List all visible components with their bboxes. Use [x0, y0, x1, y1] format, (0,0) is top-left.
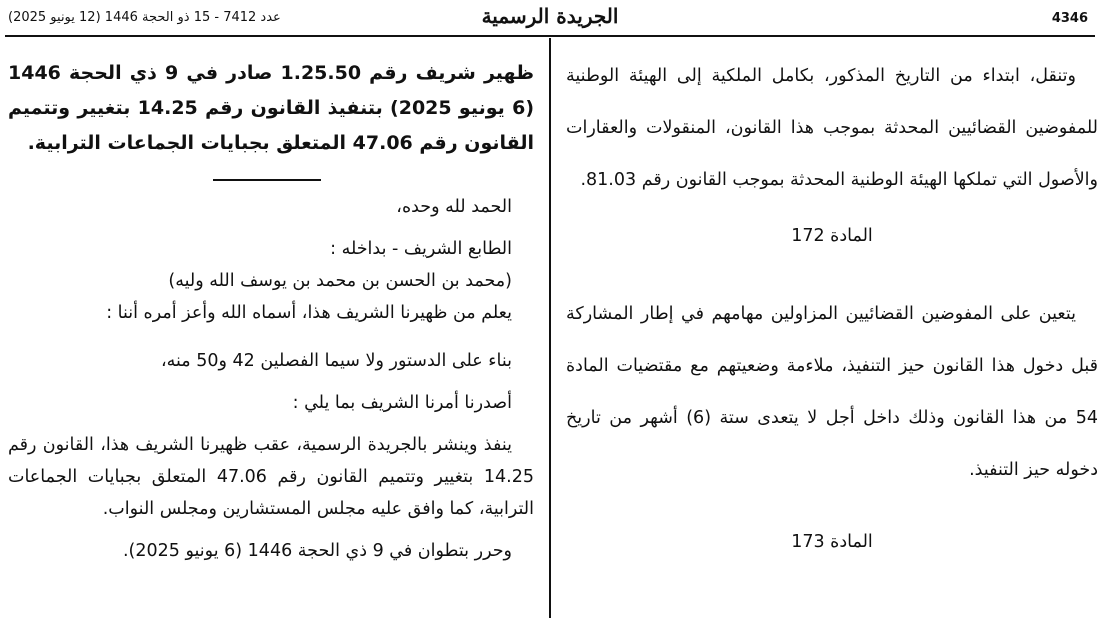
left-column	[8, 56, 534, 618]
title-rule	[213, 179, 321, 181]
transfer-paragraph: وتنقل، ابتداء من التاريخ المذكور، بكامل الملكية إلى الهيئة الوطنية للمفوضين القضائيين المحدثة بموجب هذا القانون، المنقولات والعقارات والأصول التي تملكها الهيئة الوطنية المحدثة بموجب القانون رقم 81.03.	[566, 66, 1098, 190]
dahir-title: ظهير شريف رقم 1.25.50 صادر في 9 ذي الحجة 1446 (6 يونيو 2025) بتنفيذ القانون رقم 14.25 بتغيير وتتميم القانون رقم 47.06 المتعلق بجبايات الجماعات الترابية.	[8, 62, 534, 154]
right-column	[566, 50, 1098, 618]
gazette-title: الجريدة الرسمية	[481, 4, 619, 28]
basis-line: بناء على الدستور ولا سيما الفصلين 42 و50 منه،	[161, 351, 512, 371]
announcement-line: يعلم من ظهيرنا الشريف هذا، أسماه الله وأعز أمره أننا :	[106, 303, 512, 323]
issue-info: عدد 7412 - 15 ذو الحجة 1446 (12 يونيو 2025)	[8, 10, 281, 25]
obligation-paragraph: يتعين على المفوضين القضائيين المزاولين مهامهم في إطار المشاركة قبل دخول هذا القانون حيز التنفيذ، ملاءمة وضعيتهم مع مقتضيات المادة 54 من هذا القانون وذلك داخل أجل لا يتعدى ستة (6) أشهر من تاريخ دخوله حيز التنفيذ.	[566, 304, 1098, 480]
signed-line: وحرر بتطوان في 9 ذي الحجة 1446 (6 يونيو 2025).	[122, 541, 512, 561]
body-paragraph: ينفذ وينشر بالجريدة الرسمية، عقب ظهيرنا الشريف هذا، القانون رقم 14.25 بتغيير وتتميم القانون رقم 47.06 المتعلق بجبايات الجماعات الترابية، كما وافق عليه مجلس المستشارين ومجلس النواب.	[8, 435, 534, 519]
praise-line: الحمد لله وحده،	[396, 197, 512, 217]
seal-name-line: (محمد بن الحسن بن محمد بن يوسف الله وليه)	[168, 271, 512, 291]
seal-line: الطابع الشريف - بداخله :	[330, 239, 512, 259]
column-divider	[549, 38, 551, 618]
page-number: 4346	[1051, 11, 1088, 26]
decree-line: أصدرنا أمرنا الشريف بما يلي :	[292, 393, 512, 413]
header-rule	[5, 35, 1095, 37]
page-header	[0, 0, 1100, 34]
article-172-heading: المادة 172	[791, 226, 873, 246]
article-173-heading: المادة 173	[791, 532, 873, 552]
